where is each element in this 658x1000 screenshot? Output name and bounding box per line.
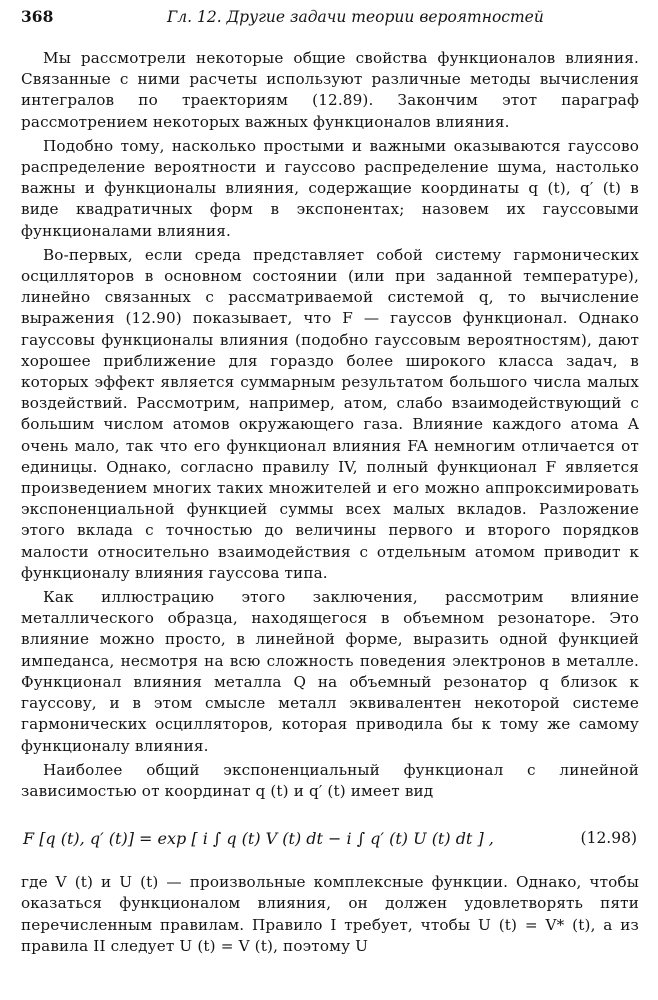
running-title: Гл. 12. Другие задачи теории вероятностей: [167, 8, 544, 26]
paragraph-1: Мы рассмотрели некоторые общие свойства функционалов влияния. Связанные с ними расчеты используют различные методы вычисления интегралов по траекториям (12.89). Закончим этот параграф рассмотрением некоторых важных функционалов влияния.: [21, 49, 639, 131]
paragraph-3: Во-первых, если среда представляет собой систему гармонических осцилляторов в основном состоянии (или при заданной температуре), линейно связанных с рассматриваемой системой q, то вычисление выражения (12.90) показывает, что F — гауссов функционал. Однако гауссовы функционалы влияния (подобно гауссовым вероятностям), дают хорошее приближение для гораздо более широкого класса задач, в которых эффект является суммарным результатом большого числа малых воздействий. Рассмотрим, например, атом, слабо взаимодействующий с большим числом атомов окружающего газа. Влияние каждого атома A очень мало, так что его функционал влияния FA немногим отличается от единицы. Однако, согласно правилу IV, полный функционал F является произведением многих таких множителей и его можно аппроксимировать экспоненциальной функцией суммы всех малых вкладов. Разложение этого вклада с точностью до величины первого и второго порядков малости относительно взаимодействия с отдельным атомом приводит к функционалу влияния гауссова типа.: [21, 245, 639, 582]
paragraph-2: Подобно тому, насколько простыми и важными оказываются гауссово распределение вероятности и гауссово распределение шума, настолько важны и функционалы влияния, содержащие координаты q (t), q′ (t) в виде квадратичных форм в экспонентах; назовем их гауссовыми функционалами влияния.: [21, 136, 639, 240]
page-header: [21, 6, 639, 28]
paragraph-4: Как иллюстрацию этого заключения, рассмотрим влияние металлического образца, находящегося в объемном резонаторе. Это влияние можно просто, в линейной форме, выразить одной функцией импеданса, несмотря на всю сложность поведения электронов в металле. Функционал влияния металла Q на объемный резонатор q близок к гауссову, и в этом смысле металл эквивалентен некоторой системе гармонических осцилляторов, которая приводила бы к тому же самому функционалу влияния.: [21, 588, 639, 755]
paragraph-6: где V (t) и U (t) — произвольные комплексные функции. Однако, чтобы оказаться функционалом влияния, он должен удовлетворять пяти перечисленным правилам. Правило I требует, чтобы U (t) = V* (t), а из правила II следует U (t) = V (t), поэтому U: [21, 873, 639, 955]
paragraph-5: Наиболее общий экспоненциальный функционал с линейной зависимостью от координат q (t) и q′ (t) имеет вид: [21, 760, 639, 800]
equation-12-98: [21, 808, 639, 868]
equation-number: (12.98): [580, 829, 637, 848]
equation-body: F [q (t), q′ (t)] = exp [ i ∫ q (t) V (t) dt − i ∫ q′ (t) U (t) dt ] ,: [23, 828, 494, 848]
page-number: 368: [21, 7, 54, 26]
